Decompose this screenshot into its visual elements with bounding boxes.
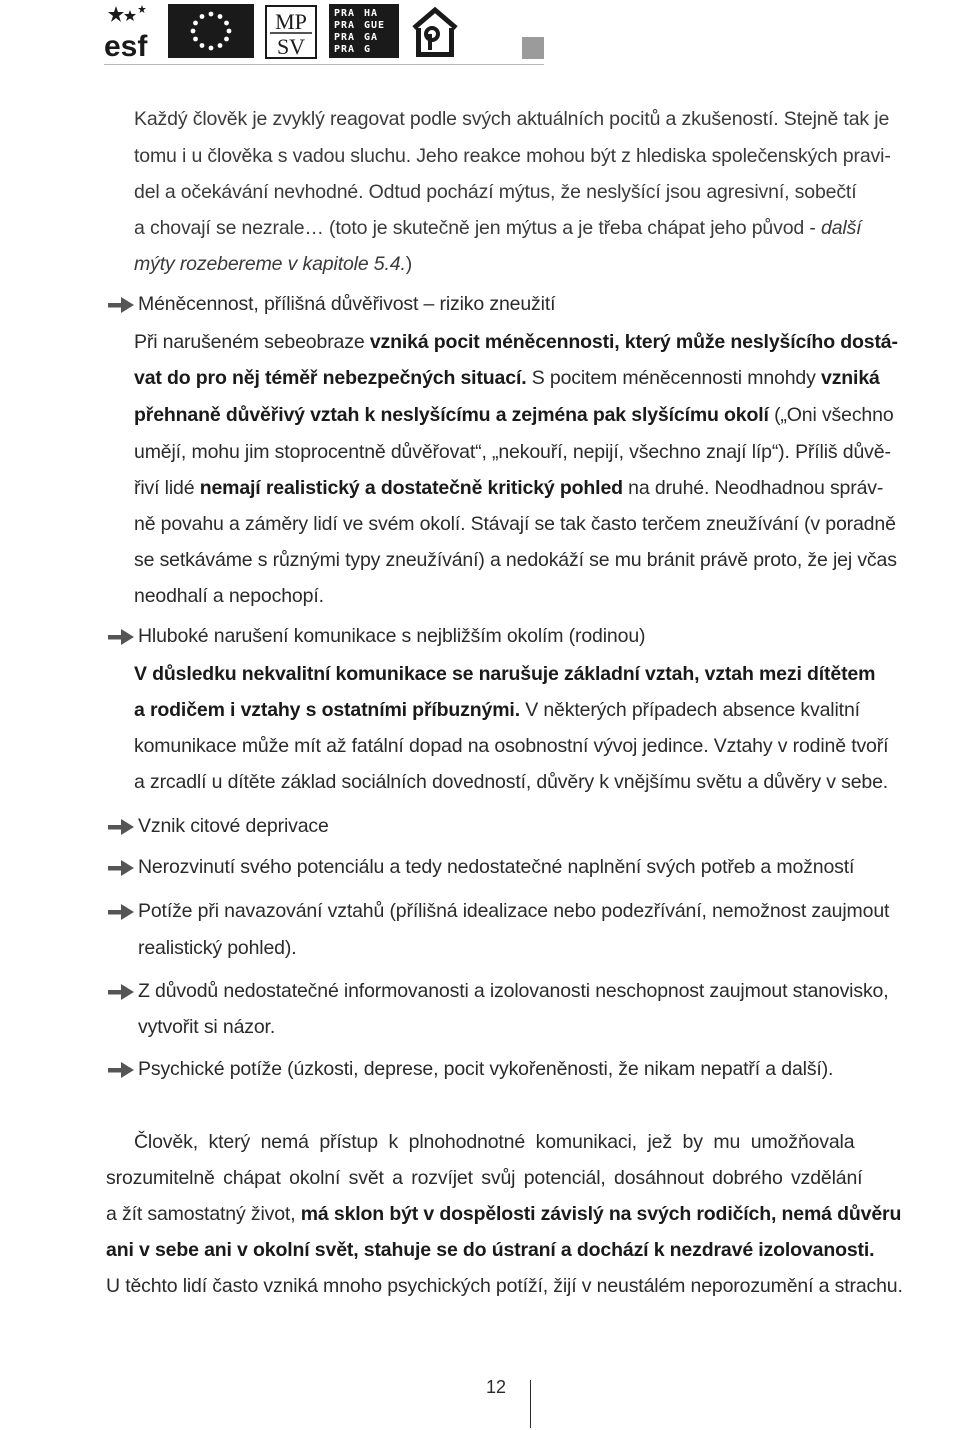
para1-line-4-italic: další [821, 217, 862, 239]
b1-l3-bold: přehnaně důvěřivý vztah k neslyšícímu a zejména pak slyšícímu okolí [134, 404, 769, 426]
bullet-2-line-1: V důsledku nekvalitní komunikace se narušuje základní vztah, vztah mezi dítětem [134, 663, 876, 685]
arrow-bullet-icon [108, 1062, 134, 1078]
bullet-2-line-2 [134, 698, 860, 722]
para1-line-3: del a očekávání nevhodné. Odtud pochází mýtus, že neslyšící jsou agresivní, sobečtí [134, 181, 857, 203]
svg-text:MP: MP [275, 9, 307, 34]
para1-line-1: Každý člověk je zvyklý reagovat podle svých aktuálních pocitů a zkušeností. Stejně tak je [134, 108, 890, 130]
b1-l5-text: řiví lidé [134, 477, 200, 499]
bullet-1-line-8: neodhalí a nepochopí. [134, 585, 324, 607]
final-line-2: srozumitelně chápat okolní svět a rozvíjet svůj potenciál, dosáhnout dobrého vzdělání [106, 1167, 863, 1189]
b1-l1-text: Při narušeném sebeobraze [134, 331, 370, 353]
bullet-3-text: Vznik citové deprivace [138, 815, 329, 837]
arrow-bullet-icon [108, 297, 134, 313]
b2-l2-text: V některých případech absence kvalitní [519, 699, 860, 721]
house-logo [410, 4, 460, 58]
praha-logo: PRA HA PRA GUE PRA GA PRA G [329, 4, 399, 58]
bullet-6-line-2: vytvořit si názor. [138, 1016, 276, 1038]
arrow-bullet-icon [108, 860, 134, 876]
b1-l2-text: S pocitem méněcennosti mnohdy [526, 367, 821, 389]
b1-l5-text-2: na druhé. Neodhadnou správ- [622, 477, 884, 499]
bullet-2-line-4: a zrcadlí u dítěte základ sociálních dovedností, důvěry k vnějšímu světu a důvěry v sebe. [134, 771, 889, 793]
para1-line-4 [134, 216, 861, 240]
final-l3-bold: má sklon být v dospělosti závislý na svých rodičích, nemá důvěru [300, 1203, 902, 1225]
bullet-1-heading: Méněcennost, přílišná důvěřivost – riziko zneužití [138, 293, 556, 315]
final-line-1: Člověk, který nemá přístup k plnohodnotné komunikaci, jež by mu umožňovala [134, 1131, 855, 1153]
bullet-7-text: Psychické potíže (úzkosti, deprese, pocit vykořeněnosti, že nikam nepatří a další). [138, 1058, 834, 1080]
arrow-bullet-icon [108, 904, 134, 920]
eu-flag-logo [168, 4, 254, 58]
b1-l2-bold: vat do pro něj téměř nebezpečných situací. [134, 367, 527, 389]
b1-l3-text: („Oni všechno [768, 404, 894, 426]
arrow-bullet-icon [108, 629, 134, 645]
final-line-3 [106, 1202, 901, 1226]
para1-line-4-text: a chovají se nezrale… (toto je skutečně jen mýtus a je třeba chápat jeho původ - [134, 217, 821, 239]
bullet-1-line-2 [134, 366, 880, 390]
svg-text:SV: SV [276, 34, 306, 59]
bullet-2-line-3: komunikace může mít až fatální dopad na osobnostní vývoj jedince. Vztahy v rodině tvoří [134, 735, 889, 757]
bullet-1-line-1 [134, 330, 898, 354]
bullet-1-line-3 [134, 403, 894, 427]
arrow-bullet-icon [108, 984, 134, 1000]
para1-line-2: tomu i u člověka s vadou sluchu. Jeho reakce mohou být z hlediska společenských pravi- [134, 145, 891, 167]
para1-line-5 [134, 252, 412, 276]
b1-l1-bold: vzniká pocit méněcennosti, který může neslyšícího dostá- [369, 331, 898, 353]
mpsv-logo [264, 4, 318, 58]
bullet-5-line-1: Potíže při navazování vztahů (přílišná idealizace nebo podezřívání, nemožnost zaujmout [138, 900, 890, 922]
arrow-bullet-icon [108, 819, 134, 835]
bullet-1-line-5 [134, 476, 883, 500]
b2-l2-bold: a rodičem i vztahy s ostatními příbuznými. [134, 699, 520, 721]
bullet-1-line-7: se setkáváme s různými typy zneužívání) a nedokáží se mu bránit právě proto, že jej včas [134, 549, 897, 571]
final-line-4: ani v sebe ani v okolní svět, stahuje se do ústraní a dochází k nezdravé izolovanosti. [106, 1239, 875, 1261]
svg-text:esf: esf [104, 30, 148, 60]
header-square [522, 37, 544, 59]
header-rule [104, 64, 544, 65]
esf-logo [104, 4, 162, 58]
bullet-4-text: Nerozvinutí svého potenciálu a tedy nedostatečné naplnění svých potřeb a možností [138, 856, 855, 878]
final-l3-text: a žít samostatný život, [106, 1203, 301, 1225]
bullet-1-line-6: ně povahu a záměry lidí ve svém okolí. Stávají se tak často terčem zneužívání (v poradně [134, 513, 896, 535]
page-number: 12 [486, 1377, 507, 1397]
b1-l2-bold-2: vzniká [821, 367, 880, 389]
final-line-5: U těchto lidí často vzniká mnoho psychických potíží, žijí v neustálém neporozumění a strachu. [106, 1275, 903, 1297]
footer-rule [530, 1380, 531, 1428]
header-logos [104, 0, 544, 64]
b1-l5-bold: nemají realistický a dostatečně kritický pohled [199, 477, 623, 499]
para1-line-5-text: ) [405, 253, 413, 275]
para1-line-5-italic: mýty rozebereme v kapitole 5.4. [134, 253, 406, 275]
bullet-6-line-1: Z důvodů nedostatečné informovanosti a izolovanosti neschopnost zaujmout stanovisko, [138, 980, 889, 1002]
bullet-5-line-2: realistický pohled). [138, 937, 297, 959]
bullet-2-heading: Hluboké narušení komunikace s nejbližším okolím (rodinou) [138, 625, 646, 647]
bullet-1-line-4: umějí, mohu jim stoprocentně důvěřovat“, „nekouří, nepijí, všechno znají líp“). Příliš důvě- [134, 441, 891, 463]
